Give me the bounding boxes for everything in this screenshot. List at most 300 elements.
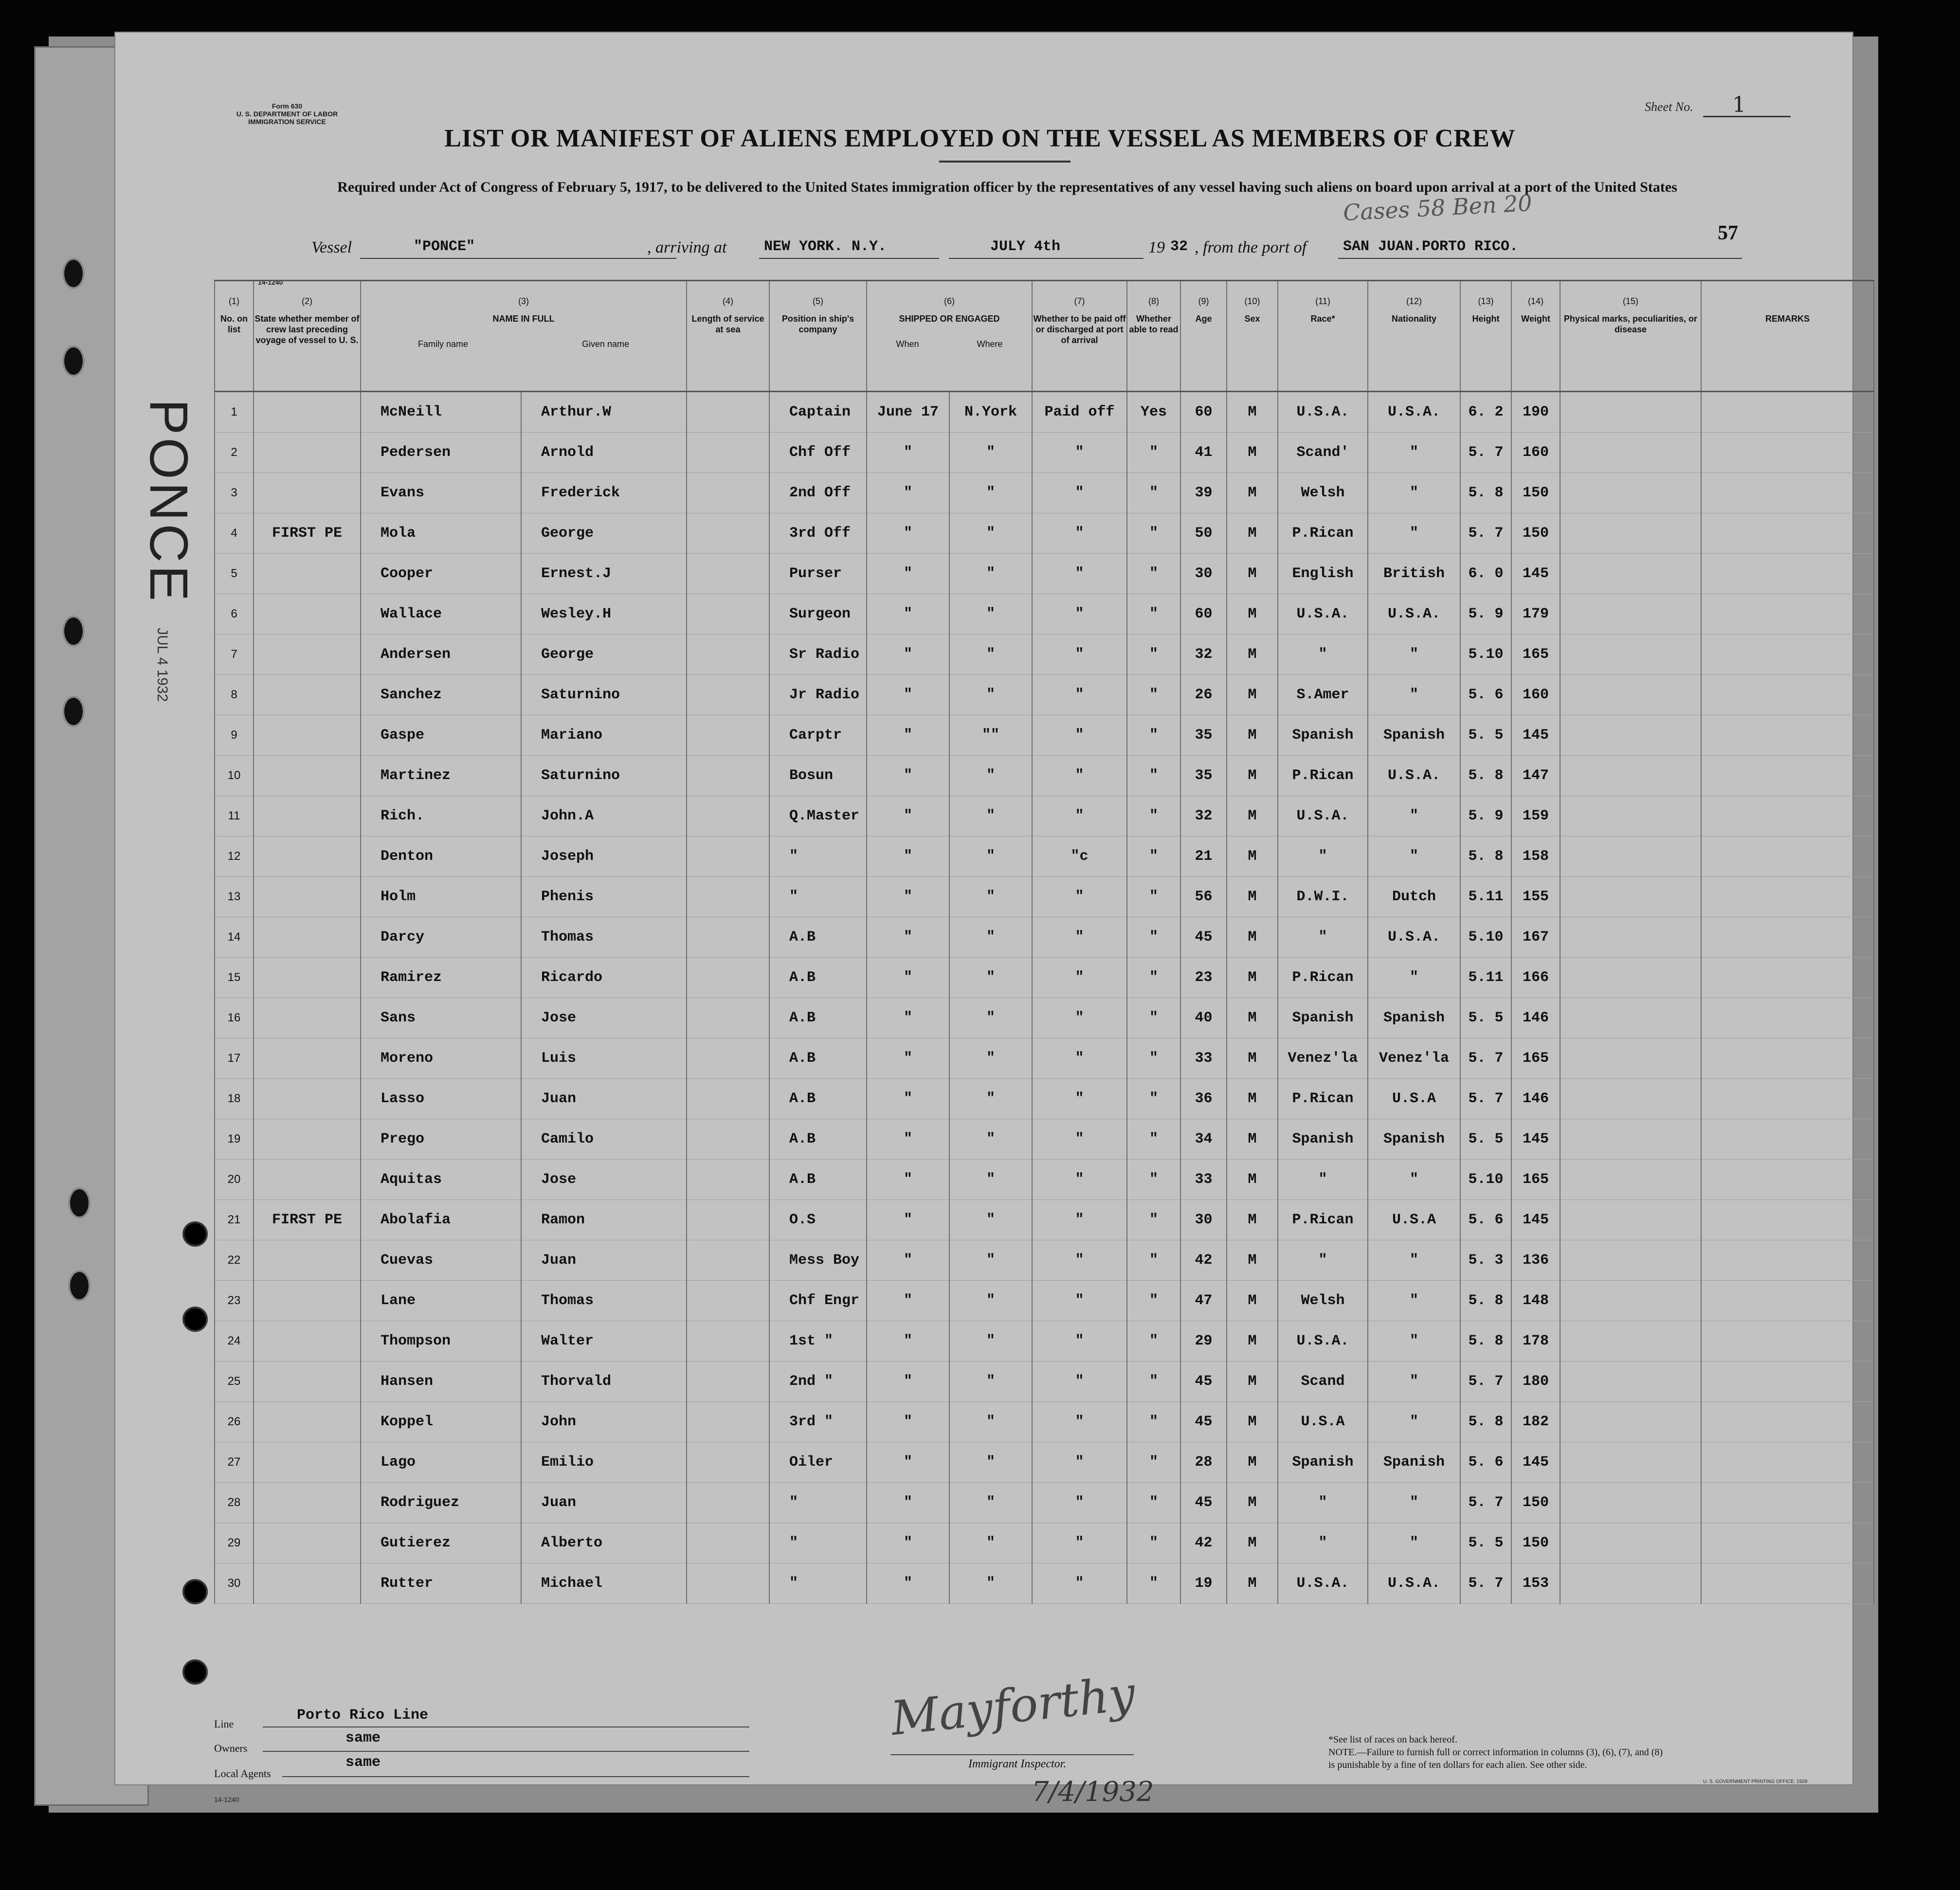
family-name-cell: Aquitas — [361, 1160, 521, 1200]
able-to-read-cell: " — [1127, 1200, 1180, 1240]
race-cell: Welsh — [1278, 473, 1368, 513]
paid-off-cell: " — [1032, 433, 1127, 473]
header-marks: (15) Physical marks, peculiarities, or disease — [1560, 281, 1701, 392]
race-cell: " — [1278, 1240, 1368, 1281]
race-cell: U.S.A. — [1278, 1563, 1368, 1604]
paid-off-cell: " — [1032, 1160, 1127, 1200]
given-name-cell: George — [521, 513, 687, 554]
position-cell: Chf Off — [769, 433, 867, 473]
paid-off-cell: " — [1032, 877, 1127, 917]
table-row — [215, 998, 1874, 1038]
position-cell: Captain — [769, 392, 867, 433]
inspection-date: 7/4/1932 — [1032, 1776, 1154, 1808]
race-cell: Spanish — [1278, 1119, 1368, 1160]
shipped-where-cell: " — [949, 473, 1032, 513]
title-underline — [939, 161, 1071, 163]
paid-off-cell: " — [1032, 513, 1127, 554]
weight-cell: 153 — [1511, 1563, 1560, 1604]
shipped-when-cell: " — [867, 1119, 949, 1160]
height-cell: 5. 5 — [1460, 1523, 1511, 1563]
paid-off-cell: " — [1032, 715, 1127, 756]
given-name-cell: Joseph — [521, 836, 687, 877]
nationality-cell: " — [1368, 513, 1460, 554]
able-to-read-cell: " — [1127, 1281, 1180, 1321]
sex-cell: M — [1227, 1119, 1278, 1160]
sex-cell: M — [1227, 473, 1278, 513]
length-of-service-cell — [687, 756, 769, 796]
able-to-read-cell: " — [1127, 473, 1180, 513]
physical-marks-cell — [1560, 1321, 1701, 1362]
race-cell: U.S.A — [1278, 1402, 1368, 1442]
prior-voyage-cell — [254, 1563, 361, 1604]
punch-hole — [182, 1659, 208, 1685]
race-cell: Spanish — [1278, 998, 1368, 1038]
paid-off-cell: " — [1032, 635, 1127, 675]
race-cell: P.Rican — [1278, 756, 1368, 796]
nationality-cell: " — [1368, 958, 1460, 998]
given-name-cell: Ernest.J — [521, 554, 687, 594]
age-cell: 42 — [1180, 1240, 1227, 1281]
row-number-cell: 1 — [215, 392, 254, 433]
race-cell: P.Rican — [1278, 1200, 1368, 1240]
year-prefix: 19 — [1148, 238, 1165, 256]
header-age: (9) Age — [1180, 281, 1227, 392]
prior-voyage-cell — [254, 594, 361, 635]
nationality-cell: " — [1368, 1321, 1460, 1362]
weight-cell: 146 — [1511, 1079, 1560, 1119]
given-name-cell: Juan — [521, 1483, 687, 1523]
prior-voyage-cell — [254, 958, 361, 998]
sex-cell: M — [1227, 1321, 1278, 1362]
prior-voyage-cell — [254, 715, 361, 756]
length-of-service-cell — [687, 958, 769, 998]
age-cell: 50 — [1180, 513, 1227, 554]
paid-off-cell: " — [1032, 756, 1127, 796]
shipped-when-cell: " — [867, 473, 949, 513]
position-cell: 3rd Off — [769, 513, 867, 554]
punch-hole — [62, 696, 85, 727]
row-number-cell: 7 — [215, 635, 254, 675]
position-cell: Sr Radio — [769, 635, 867, 675]
table-row — [215, 1402, 1874, 1442]
family-name-cell: Moreno — [361, 1038, 521, 1079]
length-of-service-cell — [687, 1038, 769, 1079]
able-to-read-cell: " — [1127, 1119, 1180, 1160]
position-cell: Bosun — [769, 756, 867, 796]
shipped-where-cell: " — [949, 594, 1032, 635]
sex-cell: M — [1227, 1442, 1278, 1483]
sex-cell: M — [1227, 635, 1278, 675]
shipped-when-cell: " — [867, 796, 949, 836]
printer-imprint: U. S. GOVERNMENT PRINTING OFFICE: 1929 — [1703, 1779, 1808, 1784]
family-name-cell: Thompson — [361, 1321, 521, 1362]
shipped-when-cell: " — [867, 675, 949, 715]
able-to-read-cell: " — [1127, 715, 1180, 756]
header-weight: (14) Weight — [1511, 281, 1560, 392]
position-cell: " — [769, 1483, 867, 1523]
family-name-cell: Andersen — [361, 635, 521, 675]
remarks-cell — [1701, 1240, 1874, 1281]
race-cell: " — [1278, 836, 1368, 877]
height-cell: 5. 9 — [1460, 796, 1511, 836]
weight-cell: 146 — [1511, 998, 1560, 1038]
physical-marks-cell — [1560, 1442, 1701, 1483]
shipped-where-cell: N.York — [949, 392, 1032, 433]
sex-cell: M — [1227, 1079, 1278, 1119]
manifest-body — [215, 392, 1874, 1604]
vessel-line — [311, 238, 1800, 263]
sheet-number-label: Sheet No. — [1645, 100, 1693, 114]
document-title: LIST OR MANIFEST OF ALIENS EMPLOYED ON THE VESSEL AS MEMBERS OF CREW — [444, 125, 1516, 152]
punch-hole — [182, 1221, 208, 1247]
family-name-cell: Cooper — [361, 554, 521, 594]
height-cell: 5. 6 — [1460, 1200, 1511, 1240]
prior-voyage-cell — [254, 1321, 361, 1362]
age-cell: 23 — [1180, 958, 1227, 998]
weight-cell: 150 — [1511, 1483, 1560, 1523]
row-number-cell: 21 — [215, 1200, 254, 1240]
table-row — [215, 1362, 1874, 1402]
paid-off-cell: " — [1032, 594, 1127, 635]
physical-marks-cell — [1560, 998, 1701, 1038]
height-cell: 5. 7 — [1460, 1362, 1511, 1402]
family-name-cell: Denton — [361, 836, 521, 877]
row-number-cell: 14 — [215, 917, 254, 958]
length-of-service-cell — [687, 1321, 769, 1362]
age-cell: 34 — [1180, 1119, 1227, 1160]
shipped-where-cell: " — [949, 836, 1032, 877]
age-cell: 33 — [1180, 1038, 1227, 1079]
physical-marks-cell — [1560, 917, 1701, 958]
row-number-cell: 23 — [215, 1281, 254, 1321]
able-to-read-cell: " — [1127, 877, 1180, 917]
fill-line — [949, 258, 1143, 259]
nationality-cell: U.S.A — [1368, 1079, 1460, 1119]
row-number-cell: 2 — [215, 433, 254, 473]
height-cell: 5.11 — [1460, 877, 1511, 917]
sex-cell: M — [1227, 513, 1278, 554]
shipped-when-cell: " — [867, 1523, 949, 1563]
family-name-cell: McNeill — [361, 392, 521, 433]
race-cell: P.Rican — [1278, 513, 1368, 554]
position-cell: Q.Master — [769, 796, 867, 836]
prior-voyage-cell — [254, 796, 361, 836]
shipped-where-cell: " — [949, 1038, 1032, 1079]
fill-line — [282, 1776, 749, 1777]
line-label: Line — [214, 1718, 234, 1730]
remarks-cell — [1701, 796, 1874, 836]
prior-voyage-cell — [254, 1281, 361, 1321]
row-number-cell: 30 — [215, 1563, 254, 1604]
prior-voyage-cell — [254, 1079, 361, 1119]
given-name-cell: Juan — [521, 1079, 687, 1119]
height-cell: 5. 8 — [1460, 1321, 1511, 1362]
length-of-service-cell — [687, 1563, 769, 1604]
table-row — [215, 1079, 1874, 1119]
physical-marks-cell — [1560, 1281, 1701, 1321]
race-cell: P.Rican — [1278, 1079, 1368, 1119]
family-name-cell: Abolafia — [361, 1200, 521, 1240]
shipped-when-cell: " — [867, 1483, 949, 1523]
able-to-read-cell: " — [1127, 958, 1180, 998]
remarks-cell — [1701, 635, 1874, 675]
nationality-cell: Spanish — [1368, 1119, 1460, 1160]
paid-off-cell: " — [1032, 1281, 1127, 1321]
age-cell: 36 — [1180, 1079, 1227, 1119]
shipped-where-cell: " — [949, 1281, 1032, 1321]
sex-cell: M — [1227, 392, 1278, 433]
remarks-cell — [1701, 554, 1874, 594]
weight-cell: 159 — [1511, 796, 1560, 836]
table-row — [215, 675, 1874, 715]
weight-cell: 165 — [1511, 635, 1560, 675]
given-name-cell: John.A — [521, 796, 687, 836]
nationality-cell: Dutch — [1368, 877, 1460, 917]
remarks-cell — [1701, 756, 1874, 796]
paid-off-cell: " — [1032, 796, 1127, 836]
sex-cell: M — [1227, 877, 1278, 917]
shipped-where-cell: " — [949, 513, 1032, 554]
given-name-cell: John — [521, 1402, 687, 1442]
shipped-when-cell: " — [867, 1079, 949, 1119]
length-of-service-cell — [687, 1362, 769, 1402]
prior-voyage-cell — [254, 1442, 361, 1483]
weight-cell: 158 — [1511, 836, 1560, 877]
length-of-service-cell — [687, 1160, 769, 1200]
shipped-when-cell: " — [867, 958, 949, 998]
age-cell: 32 — [1180, 635, 1227, 675]
paid-off-cell: " — [1032, 675, 1127, 715]
physical-marks-cell — [1560, 433, 1701, 473]
header-no: (1) No. on list — [215, 281, 254, 392]
shipped-where-cell: " — [949, 1240, 1032, 1281]
row-number-cell: 29 — [215, 1523, 254, 1563]
position-cell: Purser — [769, 554, 867, 594]
position-cell: " — [769, 1563, 867, 1604]
age-cell: 47 — [1180, 1281, 1227, 1321]
shipped-where-cell: " — [949, 1160, 1032, 1200]
remarks-cell — [1701, 1402, 1874, 1442]
shipped-where-cell: " — [949, 1321, 1032, 1362]
weight-cell: 147 — [1511, 756, 1560, 796]
able-to-read-cell: " — [1127, 1442, 1180, 1483]
given-name-cell: Jose — [521, 1160, 687, 1200]
family-name-cell: Holm — [361, 877, 521, 917]
remarks-cell — [1701, 836, 1874, 877]
header-paid: (7) Whether to be paid off or discharged at port of arrival — [1032, 281, 1127, 392]
remarks-cell — [1701, 877, 1874, 917]
given-name-cell: Emilio — [521, 1442, 687, 1483]
able-to-read-cell: Yes — [1127, 392, 1180, 433]
position-cell: Surgeon — [769, 594, 867, 635]
race-cell: Spanish — [1278, 1442, 1368, 1483]
weight-cell: 145 — [1511, 1200, 1560, 1240]
length-of-service-cell — [687, 1402, 769, 1442]
length-of-service-cell — [687, 635, 769, 675]
fill-line — [1338, 258, 1742, 259]
position-cell: " — [769, 1523, 867, 1563]
height-cell: 5. 5 — [1460, 998, 1511, 1038]
given-name-cell: Arnold — [521, 433, 687, 473]
sheet-number-line — [1703, 116, 1791, 117]
given-name-cell: Mariano — [521, 715, 687, 756]
table-row — [215, 1200, 1874, 1240]
prior-voyage-cell — [254, 877, 361, 917]
nationality-cell: U.S.A — [1368, 1200, 1460, 1240]
family-name-cell: Rich. — [361, 796, 521, 836]
table-row — [215, 554, 1874, 594]
paid-off-cell: Paid off — [1032, 392, 1127, 433]
form-number: Form 630 — [272, 102, 303, 110]
physical-marks-cell — [1560, 1160, 1701, 1200]
vessel-label: Vessel — [311, 238, 352, 256]
physical-marks-cell — [1560, 756, 1701, 796]
table-row — [215, 1160, 1874, 1200]
physical-marks-cell — [1560, 1119, 1701, 1160]
able-to-read-cell: " — [1127, 796, 1180, 836]
paid-off-cell: " — [1032, 473, 1127, 513]
given-name-cell: Saturnino — [521, 675, 687, 715]
weight-cell: 150 — [1511, 473, 1560, 513]
arrival-year: 32 — [1170, 238, 1188, 255]
table-row — [215, 796, 1874, 836]
table-row — [215, 1119, 1874, 1160]
race-cell: U.S.A. — [1278, 594, 1368, 635]
length-of-service-cell — [687, 1200, 769, 1240]
shipped-where-cell: " — [949, 433, 1032, 473]
position-cell: " — [769, 836, 867, 877]
nationality-cell: U.S.A. — [1368, 756, 1460, 796]
race-cell: Scand' — [1278, 433, 1368, 473]
physical-marks-cell — [1560, 1362, 1701, 1402]
able-to-read-cell: " — [1127, 513, 1180, 554]
sex-cell: M — [1227, 1523, 1278, 1563]
given-name-cell: Alberto — [521, 1523, 687, 1563]
physical-marks-cell — [1560, 1483, 1701, 1523]
weight-cell: 178 — [1511, 1321, 1560, 1362]
position-cell: 2nd " — [769, 1362, 867, 1402]
prior-voyage-cell: FIRST PE — [254, 1200, 361, 1240]
physical-marks-cell — [1560, 1038, 1701, 1079]
owners-value: same — [345, 1730, 381, 1746]
shipped-when-cell: " — [867, 1402, 949, 1442]
weight-cell: 165 — [1511, 1160, 1560, 1200]
height-cell: 5.10 — [1460, 635, 1511, 675]
row-number-cell: 16 — [215, 998, 254, 1038]
weight-cell: 167 — [1511, 917, 1560, 958]
able-to-read-cell: " — [1127, 1563, 1180, 1604]
prior-voyage-cell — [254, 836, 361, 877]
prior-voyage-cell — [254, 392, 361, 433]
paid-off-cell: " — [1032, 1402, 1127, 1442]
shipped-when-cell: " — [867, 1038, 949, 1079]
shipped-where-cell: " — [949, 877, 1032, 917]
remarks-cell — [1701, 1160, 1874, 1200]
date-stamp: JUL 4 1932 — [154, 628, 170, 702]
table-row — [215, 392, 1874, 433]
family-name-cell: Darcy — [361, 917, 521, 958]
shipped-where-cell: " — [949, 1442, 1032, 1483]
header-height: (13) Height — [1460, 281, 1511, 392]
punch-hole — [62, 616, 85, 647]
row-number-cell: 20 — [215, 1160, 254, 1200]
shipped-where-cell: " — [949, 1523, 1032, 1563]
remarks-cell — [1701, 594, 1874, 635]
remarks-cell — [1701, 1442, 1874, 1483]
shipped-where-cell: " — [949, 998, 1032, 1038]
row-number-cell: 13 — [215, 877, 254, 917]
punch-hole — [68, 1270, 91, 1301]
weight-cell: 148 — [1511, 1281, 1560, 1321]
able-to-read-cell: " — [1127, 756, 1180, 796]
remarks-cell — [1701, 1281, 1874, 1321]
age-cell: 56 — [1180, 877, 1227, 917]
weight-cell: 190 — [1511, 392, 1560, 433]
height-cell: 5. 8 — [1460, 756, 1511, 796]
sex-cell: M — [1227, 796, 1278, 836]
physical-marks-cell — [1560, 877, 1701, 917]
paid-off-cell: " — [1032, 1240, 1127, 1281]
shipped-where-cell: " — [949, 958, 1032, 998]
shipped-where-cell: " — [949, 1119, 1032, 1160]
race-cell: Welsh — [1278, 1281, 1368, 1321]
height-cell: 5. 6 — [1460, 675, 1511, 715]
nationality-cell: Venez'la — [1368, 1038, 1460, 1079]
age-cell: 29 — [1180, 1321, 1227, 1362]
remarks-cell — [1701, 1038, 1874, 1079]
height-cell: 6. 2 — [1460, 392, 1511, 433]
remarks-cell — [1701, 433, 1874, 473]
length-of-service-cell — [687, 513, 769, 554]
family-name-cell: Pedersen — [361, 433, 521, 473]
weight-cell: 179 — [1511, 594, 1560, 635]
race-cell: " — [1278, 1160, 1368, 1200]
sex-cell: M — [1227, 958, 1278, 998]
height-cell: 5. 8 — [1460, 473, 1511, 513]
remarks-cell — [1701, 715, 1874, 756]
race-cell: P.Rican — [1278, 958, 1368, 998]
age-cell: 19 — [1180, 1563, 1227, 1604]
shipped-where-cell: " — [949, 1079, 1032, 1119]
paid-off-cell: " — [1032, 1200, 1127, 1240]
row-number-cell: 17 — [215, 1038, 254, 1079]
arriving-label: , arriving at — [647, 238, 727, 256]
table-row — [215, 1523, 1874, 1563]
shipped-when-cell: " — [867, 998, 949, 1038]
nationality-cell: " — [1368, 675, 1460, 715]
header-sex: (10) Sex — [1227, 281, 1278, 392]
shipped-when-cell: " — [867, 1240, 949, 1281]
age-cell: 45 — [1180, 1483, 1227, 1523]
height-cell: 5. 8 — [1460, 836, 1511, 877]
sex-cell: M — [1227, 836, 1278, 877]
header-state: (2) State whether member of crew last preceding voyage of vessel to U. S. — [254, 281, 361, 392]
shipped-where-cell: " — [949, 1402, 1032, 1442]
given-name-cell: Saturnino — [521, 756, 687, 796]
length-of-service-cell — [687, 392, 769, 433]
row-number-cell: 6 — [215, 594, 254, 635]
age-cell: 60 — [1180, 392, 1227, 433]
row-number-cell: 18 — [215, 1079, 254, 1119]
physical-marks-cell — [1560, 1563, 1701, 1604]
shipped-when-cell: " — [867, 1563, 949, 1604]
physical-marks-cell — [1560, 715, 1701, 756]
length-of-service-cell — [687, 554, 769, 594]
age-cell: 45 — [1180, 917, 1227, 958]
age-cell: 30 — [1180, 1200, 1227, 1240]
race-cell: " — [1278, 1523, 1368, 1563]
race-cell: Scand — [1278, 1362, 1368, 1402]
